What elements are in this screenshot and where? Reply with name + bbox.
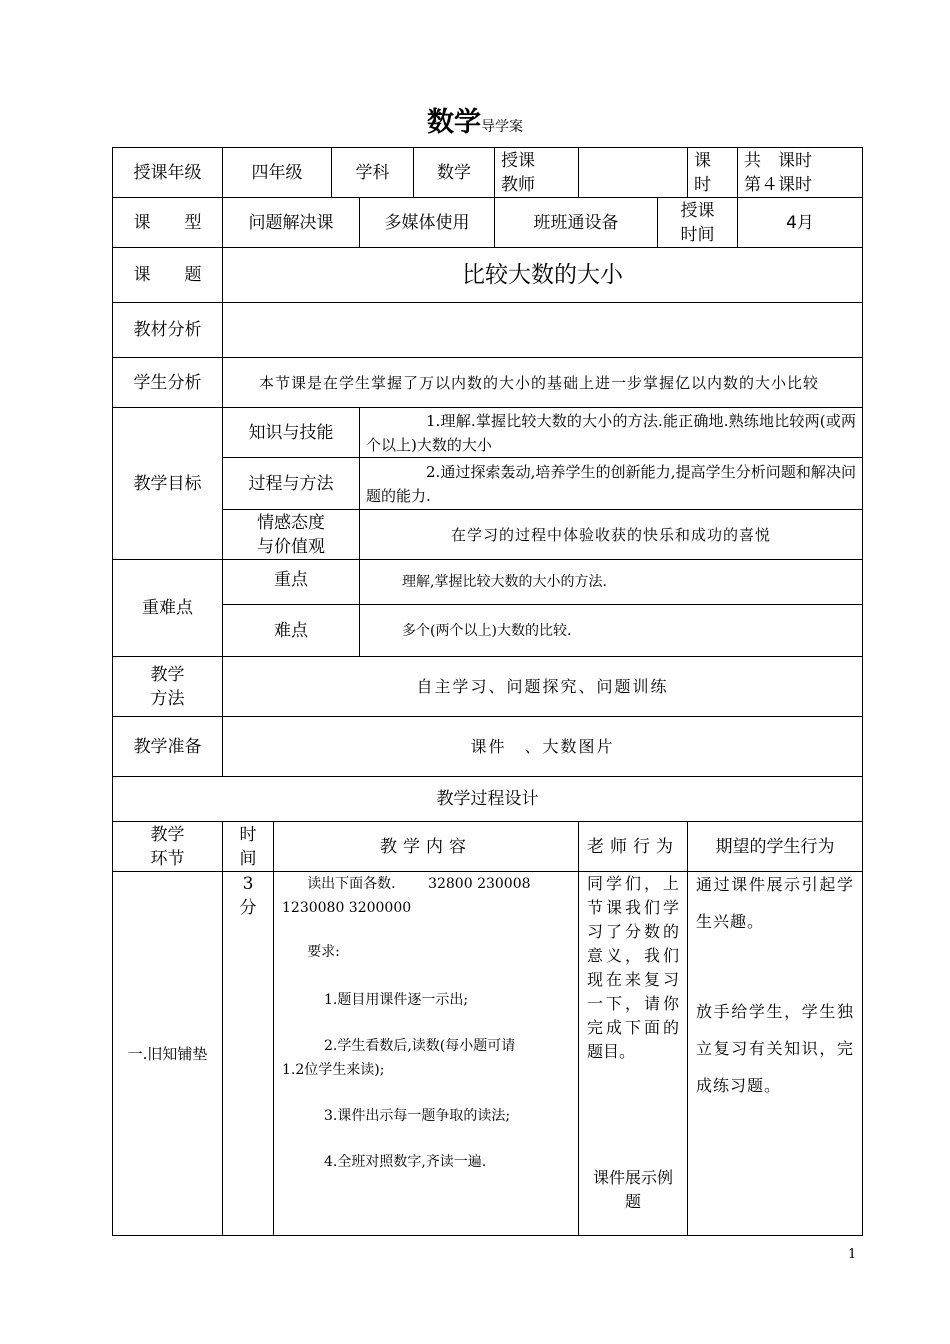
- media-value: 班班通设备: [495, 198, 658, 248]
- subject-value: 数学: [414, 148, 495, 198]
- difficulty-row: [113, 605, 863, 657]
- period-value-line-2: 第４课时: [744, 174, 813, 195]
- content-line-4: 1.题目用课件逐一示出;: [324, 992, 469, 1008]
- content-line-3: 要求:: [307, 944, 340, 960]
- material-label: 教材分析: [113, 303, 223, 358]
- content-line-1: 读出下面各数. 32800 230008: [307, 876, 531, 892]
- header-teacher: 老师行为: [579, 822, 688, 872]
- goal-3-name-line-1: 情感态度: [257, 512, 325, 533]
- goal-row-1: [113, 408, 863, 458]
- page-number: 1: [848, 1247, 857, 1262]
- student-analysis-row: [113, 358, 863, 408]
- info-row-1: [113, 148, 863, 198]
- process-header-row: [113, 822, 863, 872]
- header-time: [223, 822, 274, 872]
- method-value: 自主学习、问题探究、问题训练: [223, 657, 863, 717]
- focus-label: 重点: [223, 560, 360, 605]
- goals-label: 教学目标: [113, 408, 223, 560]
- document-title: [0, 100, 950, 139]
- goal-1-name: 知识与技能: [223, 408, 360, 458]
- method-row: [113, 657, 863, 717]
- goal-row-3: [113, 510, 863, 560]
- topic-row: [113, 248, 863, 303]
- row1-time-line-2: 分: [239, 898, 257, 918]
- prep-row: [113, 717, 863, 777]
- type-label: 课 型: [113, 198, 223, 248]
- time-label-line-2: 时间: [680, 224, 715, 245]
- content-line-2: 1230080 3200000: [282, 900, 412, 916]
- goal-3-text: 在学习的过程中体验收获的快乐和成功的喜悦: [360, 510, 863, 560]
- type-value: 问题解决课: [223, 198, 360, 248]
- student-analysis-label: 学生分析: [113, 358, 223, 408]
- header-section: [113, 822, 223, 872]
- grade-value: 四年级: [223, 148, 332, 198]
- student-text-2: 放手给学生，学生独立复习有关知识，完成练习题。: [696, 1002, 855, 1095]
- process-title: 教学过程设计: [113, 777, 863, 822]
- teacher-value: [579, 148, 688, 198]
- method-label-line-2: 方法: [150, 688, 185, 709]
- keypoints-label: 重难点: [113, 560, 223, 657]
- prep-value: 课件 、大数图片: [223, 717, 863, 777]
- header-section-line-2: 环节: [150, 848, 185, 869]
- info-row-2: [113, 198, 863, 248]
- goal-2-name: 过程与方法: [223, 458, 360, 510]
- time-label-line-1: 授课: [680, 200, 715, 221]
- row1-teacher: [579, 872, 688, 1236]
- period-value-line-1: 共 课时: [744, 150, 813, 171]
- topic-value: 比较大数的大小: [223, 248, 863, 303]
- focus-row: [113, 560, 863, 605]
- period-label-line-1: 课: [694, 150, 712, 171]
- media-label: 多媒体使用: [360, 198, 495, 248]
- goal-3-name: [223, 510, 360, 560]
- teacher-text-2: 课件展示例题: [593, 1168, 674, 1211]
- period-label: [688, 148, 738, 198]
- header-section-line-1: 教学: [150, 824, 185, 845]
- method-label: [113, 657, 223, 717]
- focus-text: 理解,掌握比较大数的大小的方法.: [360, 560, 863, 605]
- row1-student: [688, 872, 863, 1236]
- row1-content: [274, 872, 579, 1236]
- goal-2-text: 2.通过探索轰动,培养学生的创新能力,提高学生分析问题和解决问题的能力.: [360, 458, 863, 510]
- goal-3-name-line-2: 与价值观: [257, 536, 325, 557]
- title-sub: 导学案: [481, 119, 523, 135]
- title-main: 数学: [427, 107, 481, 138]
- content-line-6: 1.2位学生来读);: [282, 1062, 385, 1078]
- difficulty-text: 多个(两个以上)大数的比较.: [360, 605, 863, 657]
- material-row: [113, 303, 863, 358]
- goal-row-2: [113, 458, 863, 510]
- prep-label: 教学准备: [113, 717, 223, 777]
- header-content: 教学内容: [274, 822, 579, 872]
- teacher-label-line-2: 教师: [501, 174, 536, 195]
- content-line-8: 4.全班对照数字,齐读一遍.: [324, 1154, 487, 1170]
- time-value: 4月: [738, 198, 863, 248]
- row1-time: [223, 872, 274, 1236]
- content-line-5: 2.学生看数后,读数(每小题可请: [324, 1038, 516, 1054]
- content-line-7: 3.课件出示每一题争取的读法;: [324, 1108, 511, 1124]
- period-value: [738, 148, 863, 198]
- grade-label: 授课年级: [113, 148, 223, 198]
- material-value: [223, 303, 863, 358]
- header-time-line-2: 间: [239, 848, 257, 869]
- topic-label: 课 题: [113, 248, 223, 303]
- process-title-row: [113, 777, 863, 822]
- header-student: 期望的学生行为: [688, 822, 863, 872]
- teacher-label-line-1: 授课: [501, 150, 536, 171]
- difficulty-label: 难点: [223, 605, 360, 657]
- header-time-line-1: 时: [239, 824, 257, 845]
- lesson-plan-table: [112, 147, 863, 1236]
- student-analysis-value: 本节课是在学生掌握了万以内数的大小的基础上进一步掌握亿以内数的大小比较: [223, 358, 863, 408]
- process-row-1: [113, 872, 863, 1236]
- period-label-line-2: 时: [694, 174, 712, 195]
- method-label-line-1: 教学: [150, 664, 185, 685]
- teacher-text-1: 同学们，上节课我们学习了分数的意义，我们现在来复习一下，请你完成下面的题目。: [587, 874, 680, 1061]
- time-label: [658, 198, 738, 248]
- subject-label: 学科: [332, 148, 414, 198]
- teacher-label: [495, 148, 579, 198]
- student-text-1: 通过课件展示引起学生兴趣。: [696, 875, 855, 931]
- row1-section: 一.旧知铺垫: [113, 872, 223, 1236]
- row1-time-line-1: 3: [242, 874, 254, 894]
- goal-1-text: 1.理解.掌握比较大数的大小的方法.能正确地.熟练地比较两(或两个以上)大数的大小: [360, 408, 863, 458]
